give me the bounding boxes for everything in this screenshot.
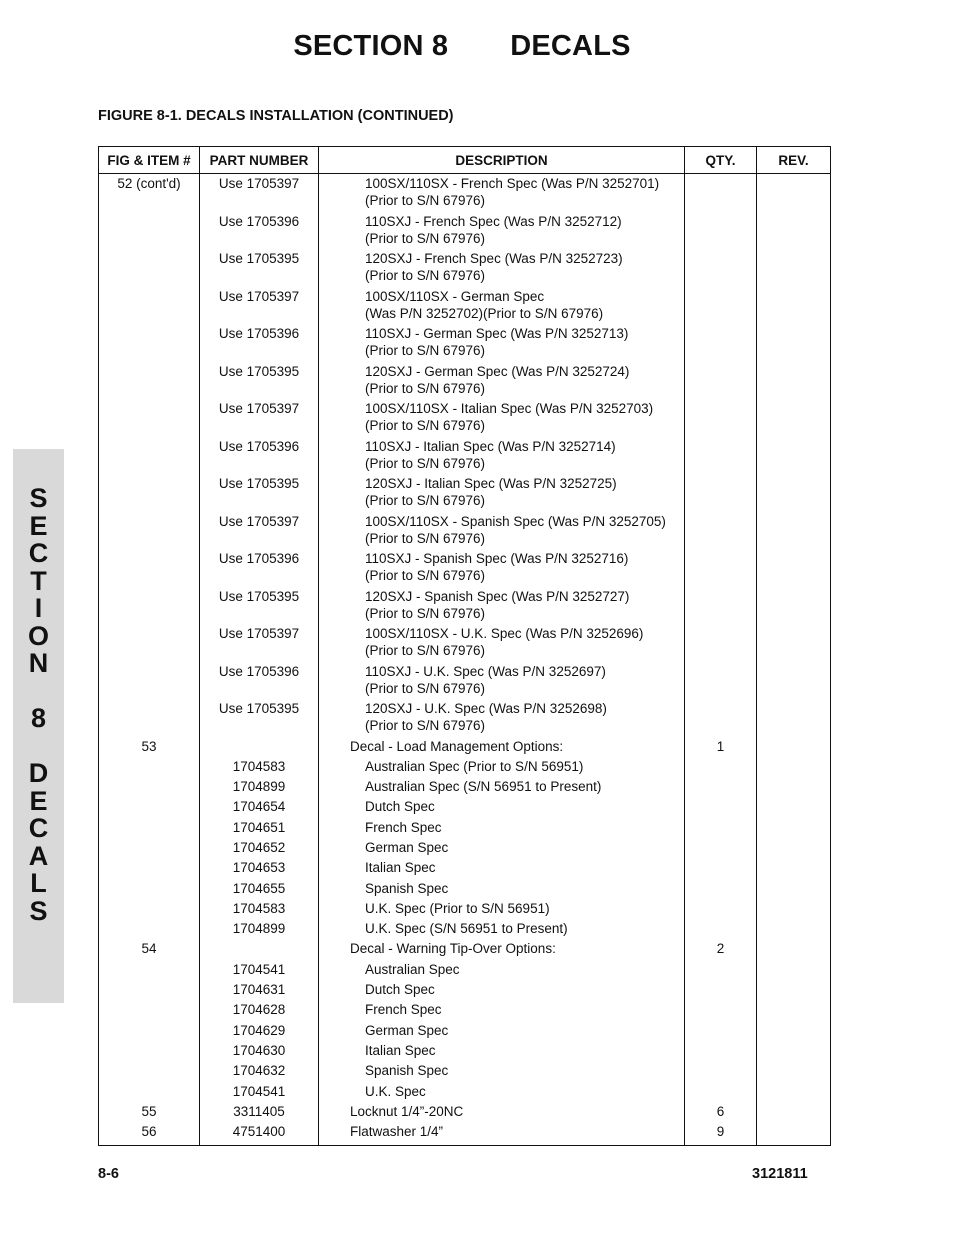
part-number-cell [200,738,319,758]
rev-cell [757,663,831,701]
qty-cell [685,550,757,588]
part-number-cell: 1704653 [200,859,319,879]
description-line: Dutch Spec [365,799,435,815]
description-cell [319,880,685,900]
description-cell [319,1062,685,1082]
side-tab-letter: 8 [30,703,47,733]
description-cell [319,288,685,326]
qty-cell [685,981,757,1001]
description-cell [319,1042,685,1062]
description-line: Flatwasher 1/4” [350,1124,444,1140]
description-cell [319,1022,685,1042]
rev-cell [757,700,831,738]
qty-cell [685,325,757,363]
qty-cell [685,1022,757,1042]
fig-item-cell [99,1083,200,1103]
rev-cell [757,758,831,778]
table-row [99,819,831,839]
table-row [99,839,831,859]
description-line: 110SXJ - French Spec (Was P/N 3252712) [365,213,622,229]
table-row [99,663,831,701]
part-number-cell: Use 1705396 [200,438,319,476]
description-cell [319,900,685,920]
fig-item-cell [99,880,200,900]
description-cell [319,625,685,663]
description-cell [319,363,685,401]
description-cell [319,438,685,476]
table-row [99,550,831,588]
qty-cell [685,839,757,859]
description-cell [319,325,685,363]
qty-cell: 1 [685,738,757,758]
description-line: 110SXJ - Italian Spec (Was P/N 3252714) [365,438,616,454]
fig-item-cell [99,961,200,981]
part-number-cell: 1704628 [200,1001,319,1021]
fig-item-cell [99,778,200,798]
part-number-cell: Use 1705397 [200,625,319,663]
part-number-cell: Use 1705395 [200,475,319,513]
rev-cell [757,1103,831,1123]
qty-cell [685,438,757,476]
table-row [99,513,831,551]
table-row [99,700,831,738]
qty-cell: 2 [685,940,757,960]
description-cell [319,213,685,251]
description-note: (Prior to S/N 67976) [365,530,486,546]
side-tab-letter: S [29,895,48,926]
rev-cell [757,325,831,363]
qty-cell [685,900,757,920]
table-row [99,961,831,981]
rev-cell [757,778,831,798]
description-note: (Prior to S/N 67976) [365,418,486,433]
table-body [99,174,831,1146]
table-row [99,1103,831,1123]
description-line: 120SXJ - German Spec (Was P/N 3252724) [365,363,630,379]
header-fig-item: FIG & ITEM # [99,147,200,174]
qty-cell [685,880,757,900]
description-cell [319,475,685,513]
rev-cell [757,900,831,920]
side-tab-letter: S [29,483,48,513]
qty-cell [685,363,757,401]
qty-cell [685,920,757,940]
description-line: U.K. Spec (S/N 56951 to Present) [365,921,568,937]
qty-cell [685,859,757,879]
description-line: German Spec [365,1022,449,1038]
fig-item-cell: 56 [99,1123,200,1146]
part-number-cell: Use 1705397 [200,513,319,551]
qty-cell [685,819,757,839]
fig-item-cell [99,213,200,251]
side-tab-letter: E [29,510,48,541]
part-number-cell: Use 1705396 [200,325,319,363]
table-row [99,363,831,401]
description-cell [319,550,685,588]
description-note: (Prior to S/N 67976) [365,455,486,471]
qty-cell [685,174,757,213]
header-qty: QTY. [685,147,757,174]
description-cell [319,663,685,701]
fig-item-cell [99,438,200,476]
fig-item-cell [99,400,200,438]
side-tab-letter [13,678,64,706]
qty-cell [685,1001,757,1021]
rev-cell [757,363,831,401]
fig-item-cell [99,325,200,363]
part-number-cell: 1704541 [200,1083,319,1103]
fig-item-cell [99,758,200,778]
part-number-cell: 1704629 [200,1022,319,1042]
description-line: Spanish Spec [365,1063,449,1079]
side-tab-letter: E [29,785,48,816]
description-line: 100SX/110SX - Spanish Spec (Was P/N 3252705) [365,513,666,529]
fig-item-cell [99,625,200,663]
table-row [99,981,831,1001]
description-line: French Spec [365,1002,442,1018]
description-note: (Prior to S/N 67976) [365,193,486,208]
rev-cell [757,1123,831,1146]
rev-cell [757,1001,831,1021]
qty-cell [685,250,757,288]
fig-item-cell [99,1001,200,1021]
description-cell [319,981,685,1001]
part-number-cell: 1704651 [200,819,319,839]
fig-item-cell [99,288,200,326]
description-note: (Prior to S/N 67976) [365,568,486,583]
fig-item-cell [99,981,200,1001]
fig-item-cell: 54 [99,940,200,960]
table-row [99,758,831,778]
side-tab-letter: D [28,758,49,788]
part-number-cell: Use 1705395 [200,588,319,626]
description-line: Australian Spec [365,961,460,977]
part-number-cell: 1704632 [200,1062,319,1082]
description-line: Locknut 1/4”-20NC [350,1103,464,1119]
rev-cell [757,1022,831,1042]
description-cell [319,758,685,778]
description-cell [319,940,685,960]
fig-item-cell [99,900,200,920]
description-line: Australian Spec (Prior to S/N 56951) [365,758,584,774]
part-number-cell: 1704630 [200,1042,319,1062]
table-row [99,1062,831,1082]
description-line: 120SXJ - Italian Spec (Was P/N 3252725) [365,476,617,491]
rev-cell [757,1042,831,1062]
section-side-tab [13,449,64,1003]
qty-cell [685,1042,757,1062]
table-row [99,920,831,940]
fig-item-cell [99,1062,200,1082]
qty-cell [685,625,757,663]
description-line: Decal - Warning Tip-Over Options: [350,941,556,957]
fig-item-cell [99,798,200,818]
qty-cell [685,798,757,818]
fig-item-cell [99,700,200,738]
rev-cell [757,625,831,663]
description-line: 120SXJ - Spanish Spec (Was P/N 3252727) [365,588,630,604]
table-row [99,798,831,818]
qty-cell: 6 [685,1103,757,1123]
table-row [99,859,831,879]
description-note: (Prior to S/N 67976) [365,380,486,396]
part-number-cell: 1704655 [200,880,319,900]
rev-cell [757,961,831,981]
rev-cell [757,438,831,476]
part-number-cell: Use 1705396 [200,550,319,588]
rev-cell [757,250,831,288]
description-cell [319,839,685,859]
rev-cell [757,213,831,251]
table-row [99,940,831,960]
description-cell [319,588,685,626]
table-row [99,250,831,288]
fig-item-cell [99,1022,200,1042]
side-tab-letter: O [27,620,49,651]
qty-cell [685,778,757,798]
rev-cell [757,1062,831,1082]
description-note: (Prior to S/N 67976) [365,493,486,508]
side-tab-letters [13,485,64,925]
table-row [99,1022,831,1042]
fig-item-cell [99,363,200,401]
description-note: (Prior to S/N 67976) [365,680,486,696]
description-line: 110SXJ - Spanish Spec (Was P/N 3252716) [365,551,629,566]
part-number-cell: Use 1705395 [200,250,319,288]
section-number: SECTION 8 [293,30,449,62]
table-row [99,900,831,920]
qty-cell [685,758,757,778]
side-tab-letter: N [28,648,49,678]
rev-cell [757,981,831,1001]
rev-cell [757,1083,831,1103]
fig-item-cell: 52 (cont'd) [99,174,200,213]
table-row [99,400,831,438]
qty-cell [685,961,757,981]
description-note: (Was P/N 3252702)(Prior to S/N 67976) [365,305,604,321]
description-cell [319,798,685,818]
table-row [99,738,831,758]
qty-cell [685,513,757,551]
part-number-cell: Use 1705395 [200,363,319,401]
rev-cell [757,288,831,326]
section-name: DECALS [510,30,631,62]
qty-cell [685,475,757,513]
side-tab-letter: A [28,840,49,871]
description-note: (Prior to S/N 67976) [365,230,486,246]
description-line: Decal - Load Management Options: [350,738,564,754]
fig-item-cell [99,663,200,701]
qty-cell [685,663,757,701]
description-line: U.K. Spec [365,1083,426,1099]
fig-item-cell [99,550,200,588]
description-line: Dutch Spec [365,982,435,998]
table-row [99,438,831,476]
parts-table [98,146,831,1146]
description-cell [319,400,685,438]
part-number-cell: 1704583 [200,900,319,920]
header-description: DESCRIPTION [319,147,685,174]
part-number-cell: 4751400 [200,1123,319,1146]
rev-cell [757,798,831,818]
part-number-cell: Use 1705396 [200,213,319,251]
description-note: (Prior to S/N 67976) [365,343,486,358]
part-number-cell: 1704652 [200,839,319,859]
table-row [99,475,831,513]
description-cell [319,174,685,213]
description-note: (Prior to S/N 67976) [365,718,486,733]
table-row [99,325,831,363]
part-number-cell: 1704899 [200,778,319,798]
table-header-row [99,147,831,174]
description-cell [319,250,685,288]
description-line: 110SXJ - U.K. Spec (Was P/N 3252697) [365,663,606,679]
description-cell [319,859,685,879]
side-tab-letter [13,733,64,761]
side-tab-letter: L [30,868,47,898]
fig-item-cell [99,475,200,513]
part-number-cell: 1704541 [200,961,319,981]
part-number-cell: 1704899 [200,920,319,940]
fig-item-cell [99,513,200,551]
description-cell [319,700,685,738]
rev-cell [757,839,831,859]
part-number-cell: 1704631 [200,981,319,1001]
rev-cell [757,400,831,438]
qty-cell [685,1083,757,1103]
table-row [99,625,831,663]
table-row [99,1001,831,1021]
description-cell [319,961,685,981]
qty-cell [685,288,757,326]
table-row [99,880,831,900]
fig-item-cell [99,920,200,940]
fig-item-cell: 55 [99,1103,200,1123]
side-tab-letter: C [28,813,49,843]
side-tab-letter: I [34,593,43,623]
rev-cell [757,880,831,900]
fig-item-cell [99,819,200,839]
fig-item-cell [99,588,200,626]
fig-item-cell [99,839,200,859]
description-note: (Prior to S/N 67976) [365,605,486,621]
qty-cell [685,700,757,738]
description-line: 100SX/110SX - U.K. Spec (Was P/N 3252696) [365,626,644,641]
description-line: Australian Spec (S/N 56951 to Present) [365,779,602,795]
part-number-cell: Use 1705396 [200,663,319,701]
description-cell [319,1123,685,1146]
qty-cell [685,213,757,251]
description-cell [319,819,685,839]
section-heading [0,30,924,63]
rev-cell [757,513,831,551]
document-number: 3121811 [752,1166,808,1182]
rev-cell [757,174,831,213]
description-line: Italian Spec [365,860,436,876]
part-number-cell: Use 1705397 [200,288,319,326]
description-line: 100SX/110SX - German Spec [365,288,545,304]
rev-cell [757,819,831,839]
description-cell [319,513,685,551]
part-number-cell: Use 1705395 [200,700,319,738]
description-line: U.K. Spec (Prior to S/N 56951) [365,900,550,916]
part-number-cell: Use 1705397 [200,400,319,438]
qty-cell: 9 [685,1123,757,1146]
fig-item-cell [99,1042,200,1062]
description-line: German Spec [365,839,449,855]
fig-item-cell [99,250,200,288]
rev-cell [757,738,831,758]
description-cell [319,738,685,758]
fig-item-cell: 53 [99,738,200,758]
description-cell [319,920,685,940]
qty-cell [685,588,757,626]
description-line: 120SXJ - French Spec (Was P/N 3252723) [365,251,623,266]
rev-cell [757,475,831,513]
description-cell [319,1001,685,1021]
fig-item-cell [99,859,200,879]
description-line: 100SX/110SX - Italian Spec (Was P/N 3252703) [365,401,654,416]
description-line: French Spec [365,819,442,835]
figure-title: FIGURE 8-1. DECALS INSTALLATION (CONTINUED) [98,108,454,124]
part-number-cell: 1704654 [200,798,319,818]
description-cell [319,1083,685,1103]
description-line: Italian Spec [365,1042,436,1058]
rev-cell [757,859,831,879]
description-note: (Prior to S/N 67976) [365,643,486,658]
table-row [99,778,831,798]
qty-cell [685,400,757,438]
table-row [99,588,831,626]
table-row [99,1123,831,1146]
description-line: 110SXJ - German Spec (Was P/N 3252713) [365,326,629,341]
description-line: Spanish Spec [365,880,449,896]
part-number-cell [200,940,319,960]
qty-cell [685,1062,757,1082]
side-tab-letter: C [28,538,49,568]
table-row [99,174,831,213]
header-rev: REV. [757,147,831,174]
description-cell [319,778,685,798]
part-number-cell: Use 1705397 [200,174,319,213]
description-note: (Prior to S/N 67976) [365,268,486,283]
description-line: 120SXJ - U.K. Spec (Was P/N 3252698) [365,701,607,716]
rev-cell [757,940,831,960]
table-row [99,288,831,326]
table-row [99,1083,831,1103]
side-tab-letter: T [30,565,47,596]
rev-cell [757,550,831,588]
description-line: 100SX/110SX - French Spec (Was P/N 3252701) [365,176,660,191]
header-part-number: PART NUMBER [200,147,319,174]
page-number: 8-6 [98,1166,119,1182]
table-row [99,1042,831,1062]
description-cell [319,1103,685,1123]
table-row [99,213,831,251]
rev-cell [757,588,831,626]
part-number-cell: 3311405 [200,1103,319,1123]
rev-cell [757,920,831,940]
part-number-cell: 1704583 [200,758,319,778]
